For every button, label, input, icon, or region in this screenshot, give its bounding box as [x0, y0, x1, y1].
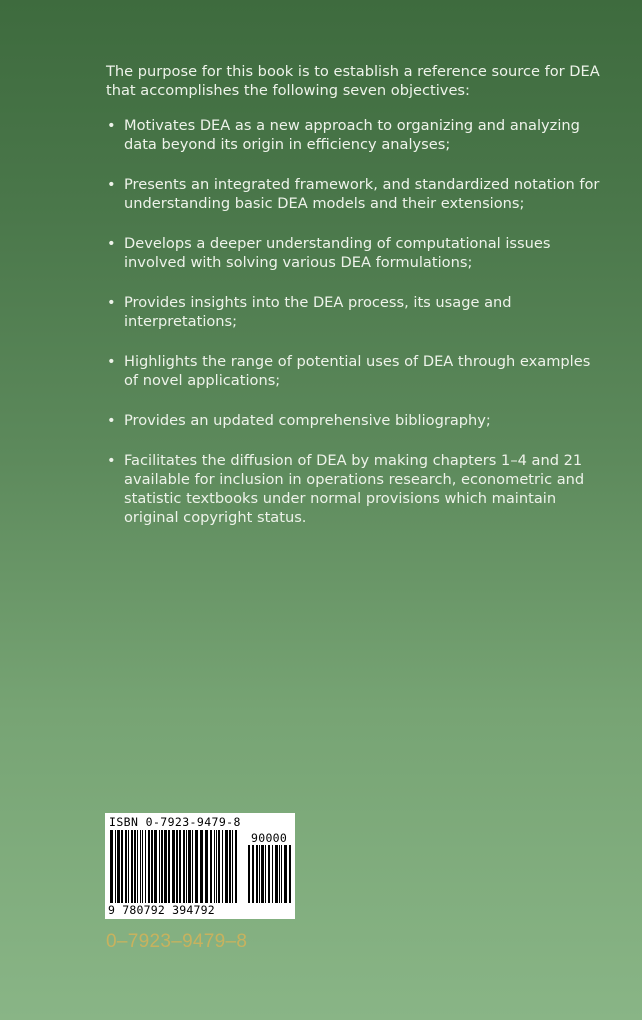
bullet-icon: • — [107, 294, 116, 311]
barcode-bar — [268, 845, 270, 903]
isbn-number: 0–7923–9479–8 — [106, 931, 248, 952]
barcode-bar — [256, 845, 258, 903]
list-item — [106, 411, 606, 430]
barcode-bar — [186, 830, 187, 903]
barcode-bar — [289, 845, 291, 903]
barcode-bar — [117, 830, 120, 903]
barcode-bar — [145, 830, 146, 903]
bullet-icon: • — [107, 235, 116, 252]
barcode-bar — [121, 830, 123, 903]
barcode-bar — [188, 830, 191, 903]
barcode-bar — [214, 830, 215, 903]
intro-paragraph: The purpose for this book is to establish a reference source for DEA that accomplishes the following seven objectives: — [106, 63, 600, 99]
barcode-bar — [142, 830, 143, 903]
barcode-bar — [159, 830, 160, 903]
barcode-bar — [183, 830, 185, 903]
barcode-bar — [134, 830, 136, 903]
barcode-bar — [168, 830, 170, 903]
list-item — [106, 293, 606, 331]
barcode-isbn-label: ISBN 0-7923-9479-8 — [109, 815, 241, 829]
list-item — [106, 352, 606, 390]
barcode-bar — [281, 845, 282, 903]
barcode-bar — [154, 830, 157, 903]
barcode-bar — [195, 830, 198, 903]
barcode-bar — [229, 830, 231, 903]
bullet-icon: • — [107, 452, 116, 469]
barcode-bar — [200, 830, 203, 903]
bullet-icon: • — [107, 353, 116, 370]
barcode-bar — [248, 845, 250, 903]
barcode-bar — [284, 845, 287, 903]
barcode-bar — [222, 830, 223, 903]
barcode-bar — [115, 830, 116, 903]
objectives-list — [106, 116, 606, 527]
barcode-bar — [218, 830, 220, 903]
barcode-bar — [131, 830, 133, 903]
barcode-addon-bars-icon — [248, 845, 292, 903]
description-block — [106, 62, 606, 548]
barcode-bar — [151, 830, 153, 903]
barcode-bar — [252, 845, 254, 903]
barcode-bar — [110, 830, 113, 903]
barcode-bar — [232, 830, 233, 903]
bullet-icon: • — [107, 412, 116, 429]
barcode-bar — [161, 830, 163, 903]
barcode-bar — [225, 830, 228, 903]
list-item — [106, 451, 606, 527]
barcode-bar — [137, 830, 138, 903]
barcode-bar — [128, 830, 129, 903]
objective-text: Provides insights into the DEA process, its usage and interpretations; — [124, 294, 512, 330]
barcode-bar — [279, 845, 280, 903]
barcode-bar — [235, 830, 237, 903]
barcode-bar — [176, 830, 178, 903]
barcode-bar — [205, 830, 208, 903]
isbn-barcode — [105, 813, 295, 919]
barcode-bar — [210, 830, 212, 903]
barcode-bar — [272, 845, 273, 903]
bullet-icon: • — [107, 176, 116, 193]
barcode-bar — [148, 830, 150, 903]
barcode-bar — [192, 830, 193, 903]
barcode-price-code: 90000 — [251, 831, 288, 845]
barcode-bar — [164, 830, 167, 903]
objective-text: Develops a deeper understanding of computational issues involved with solving various DEA formulations; — [124, 235, 551, 271]
objective-text: Motivates DEA as a new approach to organizing and analyzing data beyond its origin in efficiency analyses; — [124, 117, 580, 153]
barcode-bar — [216, 830, 217, 903]
objective-text: Provides an updated comprehensive bibliography; — [124, 412, 491, 429]
list-item — [106, 116, 606, 154]
barcode-bar — [259, 845, 260, 903]
bullet-icon: • — [107, 117, 116, 134]
barcode-bar — [261, 845, 264, 903]
objective-text: Facilitates the diffusion of DEA by making chapters 1–4 and 21 available for inclusion in operations research, econometric and statistic textbooks under normal provisions which maintain original copyright status. — [124, 452, 585, 526]
list-item — [106, 234, 606, 272]
objective-text: Presents an integrated framework, and standardized notation for understanding basic DEA models and their extensions; — [124, 176, 600, 212]
barcode-bar — [172, 830, 175, 903]
list-item — [106, 175, 606, 213]
barcode-bar — [125, 830, 127, 903]
barcode-ean-digits: 9 780792 394792 — [108, 903, 215, 917]
barcode-bars-icon — [110, 830, 240, 903]
barcode-bar — [140, 830, 141, 903]
objective-text: Highlights the range of potential uses of DEA through examples of novel applications; — [124, 353, 591, 389]
barcode-bar — [265, 845, 266, 903]
barcode-bar — [179, 830, 181, 903]
barcode-bar — [275, 845, 278, 903]
